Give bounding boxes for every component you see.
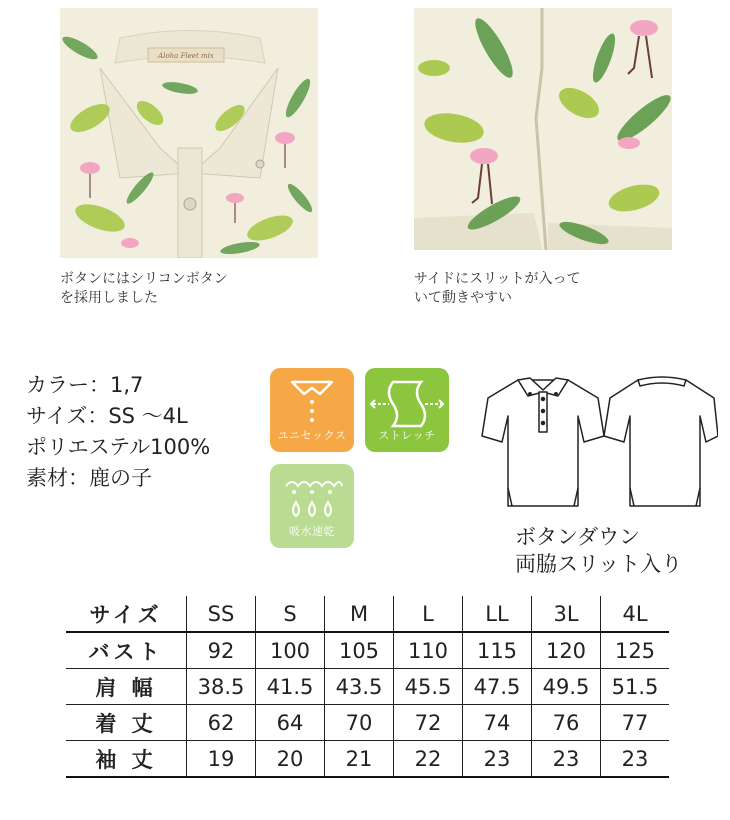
shirt-front-drawing bbox=[482, 378, 604, 506]
table-cell: 38.5 bbox=[187, 669, 256, 705]
table-cell: 20 bbox=[256, 741, 325, 778]
shirt-caption-line2: 両脇スリット入り bbox=[515, 552, 683, 576]
spec-list bbox=[26, 370, 210, 494]
header-cell: LL bbox=[463, 596, 532, 632]
stretch-badge bbox=[365, 368, 449, 452]
table-cell: 23 bbox=[532, 741, 601, 778]
header-cell: M bbox=[325, 596, 394, 632]
row-label: 袖 丈 bbox=[66, 741, 187, 778]
button-caption bbox=[60, 270, 320, 308]
table-cell: 51.5 bbox=[601, 669, 670, 705]
spec-material: 素材：鹿の子 bbox=[26, 466, 152, 490]
table-cell: 45.5 bbox=[394, 669, 463, 705]
header-cell: 3L bbox=[532, 596, 601, 632]
table-cell: 22 bbox=[394, 741, 463, 778]
table-row-bust bbox=[66, 632, 669, 669]
button-caption-line1: ボタンにはシリコンボタン bbox=[60, 271, 228, 287]
table-cell: 72 bbox=[394, 705, 463, 741]
table-cell: 47.5 bbox=[463, 669, 532, 705]
unisex-label: ユニセックス bbox=[277, 429, 347, 442]
spec-color: カラー：1,7 bbox=[26, 373, 144, 397]
table-cell: 92 bbox=[187, 632, 256, 669]
header-cell: S bbox=[256, 596, 325, 632]
table-cell: 77 bbox=[601, 705, 670, 741]
shirt-caption-line1: ボタンダウン bbox=[515, 525, 641, 549]
table-cell: 64 bbox=[256, 705, 325, 741]
table-cell: 49.5 bbox=[532, 669, 601, 705]
spec-fabric: ポリエステル100% bbox=[26, 435, 211, 459]
header-label: サイズ bbox=[66, 596, 187, 632]
table-cell: 41.5 bbox=[256, 669, 325, 705]
header-cell: L bbox=[394, 596, 463, 632]
shirt-caption bbox=[515, 524, 682, 578]
table-cell: 62 bbox=[187, 705, 256, 741]
table-cell: 70 bbox=[325, 705, 394, 741]
slit-caption-line2: いて動きやすい bbox=[414, 290, 512, 306]
button-caption-line2: を採用しました bbox=[60, 290, 158, 306]
table-cell: 115 bbox=[463, 632, 532, 669]
size-table bbox=[66, 596, 669, 778]
row-label: 肩 幅 bbox=[66, 669, 187, 705]
row-label: バスト bbox=[66, 632, 187, 669]
row-label: 着 丈 bbox=[66, 705, 187, 741]
table-cell: 21 bbox=[325, 741, 394, 778]
table-cell: 43.5 bbox=[325, 669, 394, 705]
table-row-length bbox=[66, 705, 669, 741]
shirt-back-drawing bbox=[604, 377, 718, 506]
table-cell: 120 bbox=[532, 632, 601, 669]
collar-tag-text: Aloha Fleet mix bbox=[158, 52, 214, 60]
table-cell: 100 bbox=[256, 632, 325, 669]
unisex-badge bbox=[270, 368, 354, 452]
slit-caption bbox=[414, 270, 684, 308]
side-slit-photo bbox=[414, 8, 672, 250]
slit-caption-line1: サイドにスリットが入って bbox=[414, 271, 581, 287]
stretch-label: ストレッチ bbox=[378, 429, 436, 442]
table-cell: 74 bbox=[463, 705, 532, 741]
shirt-diagrams bbox=[478, 366, 718, 520]
header-cell: 4L bbox=[601, 596, 670, 632]
table-cell: 125 bbox=[601, 632, 670, 669]
table-cell: 19 bbox=[187, 741, 256, 778]
spec-size: サイズ：SS ～4L bbox=[26, 404, 188, 428]
absorb-label: 吸水速乾 bbox=[289, 525, 335, 538]
table-cell: 23 bbox=[601, 741, 670, 778]
silicone-button bbox=[184, 198, 196, 210]
header-cell: SS bbox=[187, 596, 256, 632]
absorb-badge bbox=[270, 464, 354, 548]
table-cell: 76 bbox=[532, 705, 601, 741]
table-row-sleeve bbox=[66, 741, 669, 778]
table-cell: 110 bbox=[394, 632, 463, 669]
table-cell: 105 bbox=[325, 632, 394, 669]
table-row-shoulder bbox=[66, 669, 669, 705]
collar-button-photo bbox=[60, 8, 318, 258]
table-cell: 23 bbox=[463, 741, 532, 778]
size-table-header bbox=[66, 596, 669, 632]
